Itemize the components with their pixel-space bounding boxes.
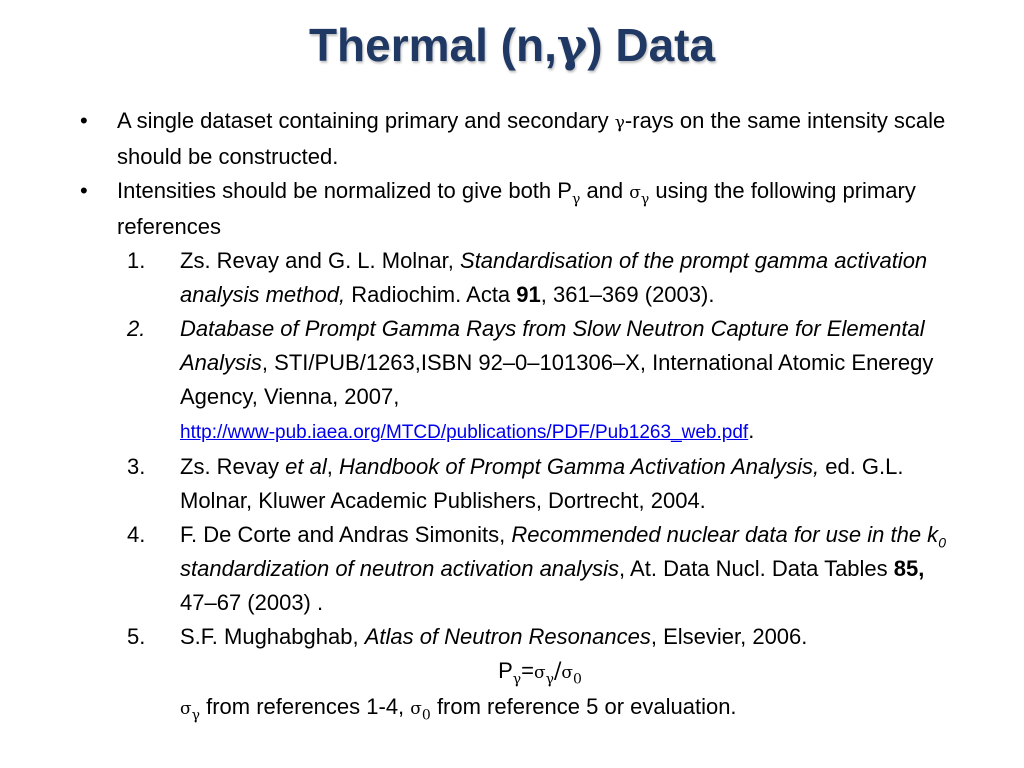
formula-note: $\sigma_\gamma$ from references 1-4, $\sigma_0$ from reference 5 or evaluation. bbox=[180, 694, 737, 724]
slide-title: Thermal (n,γ) Data bbox=[308, 18, 716, 72]
reference-list bbox=[80, 244, 960, 654]
bullet-icon: • bbox=[80, 108, 88, 133]
iaea-pdf-link[interactable]: http://www-pub.iaea.org/MTCD/publications/PDF/Pub1263_web.pdf bbox=[180, 422, 749, 443]
bullet-item: • Intensities should be normalized to give both $P_\gamma$ and $\sigma_\gamma$ using the following primary references bbox=[80, 174, 960, 244]
reference-item: 5. S.F. Mughabghab, Atlas of Neutron Resonances, Elsevier, 2006. bbox=[127, 624, 808, 649]
bullet-icon: • bbox=[80, 178, 88, 203]
reference-item: 1. Zs. Revay and G. L. Molnar, Standardisation of the prompt gamma activation analysis method, Radiochim. Acta 91, 361–369 (2003). bbox=[127, 248, 928, 307]
bullet-item: • A single dataset containing primary and secondary γ-rays on the same intensity scale should be constructed. bbox=[80, 104, 960, 174]
slide-content bbox=[80, 104, 960, 726]
formula: $P_\gamma=\sigma_\gamma/\sigma_0$ bbox=[498, 658, 582, 688]
reference-item: 2. Database of Prompt Gamma Rays from Slow Neutron Capture for Elemental Analysis, STI/PUB/1263,ISBN 92–0–101306–X, International Atomic Eneregy Agency, Vienna, 2007, http://www-pub.iaea.org/MTCD/publications/PDF/Pub1263_web.pdf. bbox=[127, 316, 934, 443]
gamma-symbol: γ bbox=[556, 18, 588, 72]
reference-item: 3. Zs. Revay et al, Handbook of Prompt Gamma Activation Analysis, ed. G.L. Molnar, Kluwer Academic Publishers, Dortrecht, 2004. bbox=[127, 454, 904, 513]
reference-item: 4. F. De Corte and Andras Simonits, Recommended nuclear data for use in the $k_0$ standardization of neutron activation analysis, At. Data Nucl. Data Tables 85, 47–67 (2003) . bbox=[127, 522, 946, 615]
